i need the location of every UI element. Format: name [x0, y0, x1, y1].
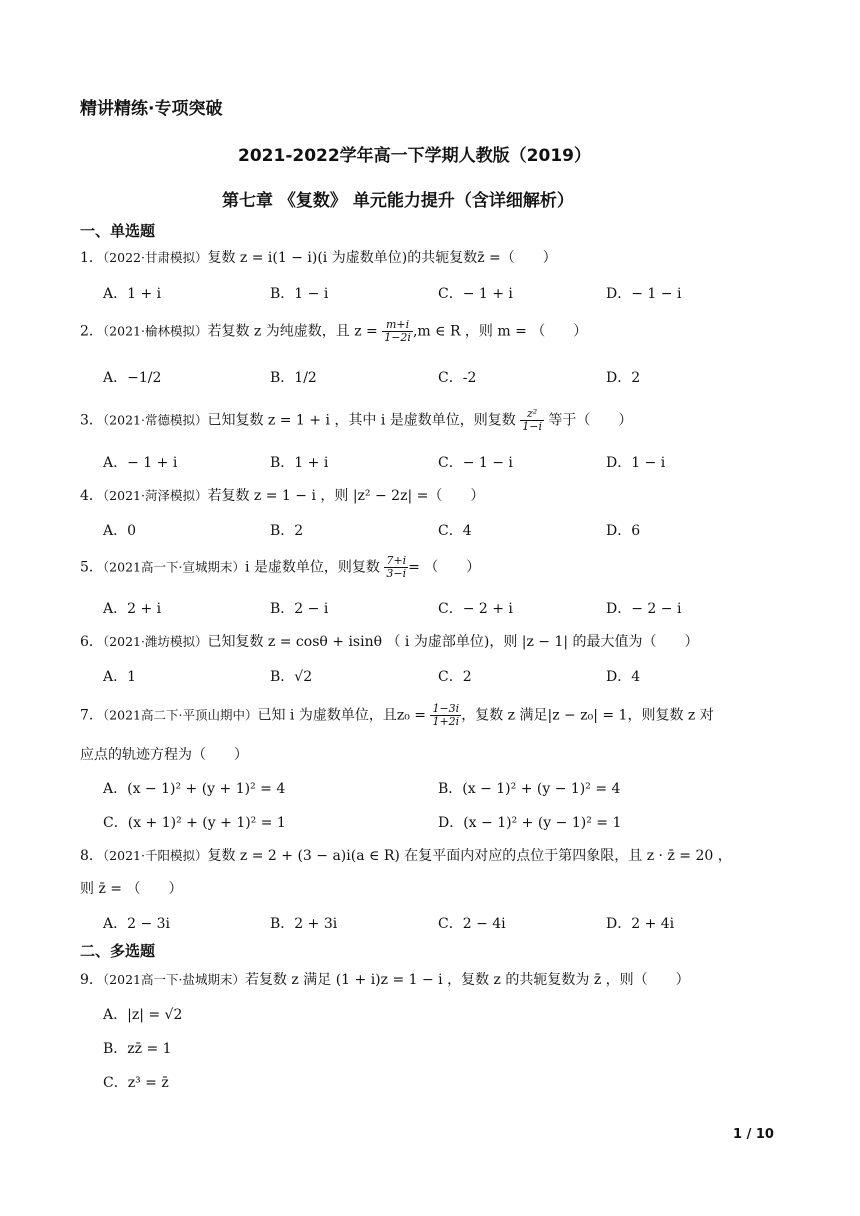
question-source: （2021·榆林模拟）	[102, 323, 208, 339]
question-number: 1．	[80, 250, 103, 266]
option-b: B．2	[270, 523, 304, 539]
option-c: C．− 2 + i	[438, 601, 513, 617]
question-text-cont: 等于（ ）	[548, 412, 633, 429]
question-6	[80, 631, 699, 651]
option-a: A．(x − 1)² + (y + 1)² = 4	[103, 781, 286, 797]
fraction: $\frac{7+i}{3-i}$	[386, 554, 407, 580]
option-a: A．2 + i	[103, 601, 162, 617]
option-d: D．− 2 − i	[606, 601, 682, 617]
question-9	[80, 969, 690, 989]
question-2	[80, 319, 587, 344]
page-number: 1 / 10	[733, 1127, 774, 1142]
question-text: 若复数 z = 1 − i ，则 |z² − 2z| =（ ）	[207, 488, 485, 504]
option-b: B．2 − i	[270, 601, 329, 617]
question-number: 2．	[80, 323, 103, 340]
option-c: C．z³ = z̄	[103, 1075, 169, 1091]
question-source: （2021·菏泽模拟）	[102, 488, 208, 503]
option-a: A．2 − 3i	[103, 916, 171, 932]
option-c: C．− 1 + i	[438, 286, 513, 302]
option-c: C．2 − 4i	[438, 916, 506, 932]
question-number: 9．	[80, 972, 103, 988]
question-5	[80, 555, 480, 580]
question-source: （2021·常德模拟）	[102, 412, 208, 428]
question-text: 复数 z = 2 + (3 − a)i(a ∈ R) 在复平面内对应的点位于第四象限，且 z · z̄ = 20 ，	[207, 848, 732, 864]
option-d: D．1 − i	[606, 455, 666, 471]
option-d: D．2 + 4i	[606, 916, 675, 932]
question-number: 5．	[80, 559, 103, 576]
question-text-cont: ，复数 z 满足|z − z₀| = 1，则复数 z 对	[461, 707, 714, 724]
option-c: C．2	[438, 669, 472, 685]
question-text: 已知复数 z = cosθ + isinθ （ i 为虚部单位)，则 |z − 1| 的最大值为（ ）	[207, 634, 699, 650]
question-7-line2: 应点的轨迹方程为（ ）	[80, 747, 248, 763]
option-d: D．− 1 − i	[606, 286, 682, 302]
question-number: 8．	[80, 848, 103, 864]
question-1	[80, 247, 557, 267]
option-c: C．-2	[438, 370, 477, 386]
question-4	[80, 485, 484, 505]
option-b: B．(x − 1)² + (y − 1)² = 4	[438, 781, 621, 797]
question-source: （2021高二下·平顶山期中）	[102, 707, 258, 723]
series-title: 精讲精练·专项突破	[80, 99, 223, 119]
question-source: （2021高一下·盐城期末）	[102, 972, 245, 987]
question-text: 已知 i 为虚数单位，且z₀ =	[257, 707, 427, 724]
question-text: 复数 z = i(1 − i)(i 为虚数单位)的共轭复数z̄ =（ ）	[207, 250, 557, 266]
option-a: A．0	[103, 523, 137, 539]
option-b: B．zz̄ = 1	[103, 1041, 172, 1057]
option-b: B．1 − i	[270, 286, 329, 302]
option-d: D．(x − 1)² + (y − 1)² = 1	[438, 815, 622, 831]
question-7	[80, 703, 714, 728]
fraction: $\frac{1-3i}{1+2i}$	[432, 702, 460, 728]
question-text: i 是虚数单位，则复数	[244, 559, 380, 576]
question-3	[80, 408, 632, 433]
option-b: B．1 + i	[270, 455, 329, 471]
question-text-cont: = （ ）	[408, 559, 481, 576]
option-a: A．− 1 + i	[103, 455, 178, 471]
fraction: $\frac{\text{z²}}{1-i}$	[522, 407, 542, 433]
question-source: （2021高一下·宣城期末）	[102, 559, 245, 575]
option-a: A．|z| = √2	[103, 1007, 183, 1023]
option-c: C．4	[438, 523, 472, 539]
question-number: 7．	[80, 707, 103, 724]
option-c: C．− 1 − i	[438, 455, 513, 471]
option-b: B．2 + 3i	[270, 916, 338, 932]
section-heading-single: 一、单选题	[80, 222, 156, 240]
document-title: 2021-2022学年高一下学期人教版（2019）	[238, 146, 591, 166]
question-source: （2021·千阳模拟）	[102, 848, 208, 863]
question-number: 4．	[80, 488, 103, 504]
question-number: 6．	[80, 634, 103, 650]
option-d: D．6	[606, 523, 641, 539]
question-source: （2022·甘肃模拟）	[102, 250, 208, 265]
question-text: 若复数 z 为纯虚数，且 z =	[207, 323, 378, 340]
option-a: A．1	[103, 669, 137, 685]
option-b: B．1/2	[270, 370, 317, 386]
option-a: A．1 + i	[103, 286, 162, 302]
question-8-line2: 则 z̄ = （ ）	[80, 881, 183, 897]
fraction: $\frac{m+i}{1-2i}$	[384, 318, 411, 344]
chapter-title: 第七章 《复数》 单元能力提升（含详细解析）	[222, 191, 574, 211]
option-d: D．2	[606, 370, 641, 386]
question-text-cont: ,m ∈ R ，则 m = （ ）	[412, 323, 588, 340]
option-b: B．√2	[270, 669, 313, 685]
question-8	[80, 845, 732, 865]
question-source: （2021·潍坊模拟）	[102, 634, 208, 649]
section-heading-multi: 二、多选题	[80, 942, 156, 960]
option-d: D．4	[606, 669, 641, 685]
option-a: A．−1/2	[103, 370, 162, 386]
question-number: 3．	[80, 412, 103, 429]
question-text: 若复数 z 满足 (1 + i)z = 1 − i ，复数 z 的共轭复数为 z̄ ，则（ ）	[244, 972, 690, 988]
question-text: 已知复数 z = 1 + i ，其中 i 是虚数单位，则复数	[207, 412, 516, 429]
option-c: C．(x + 1)² + (y + 1)² = 1	[103, 815, 286, 831]
